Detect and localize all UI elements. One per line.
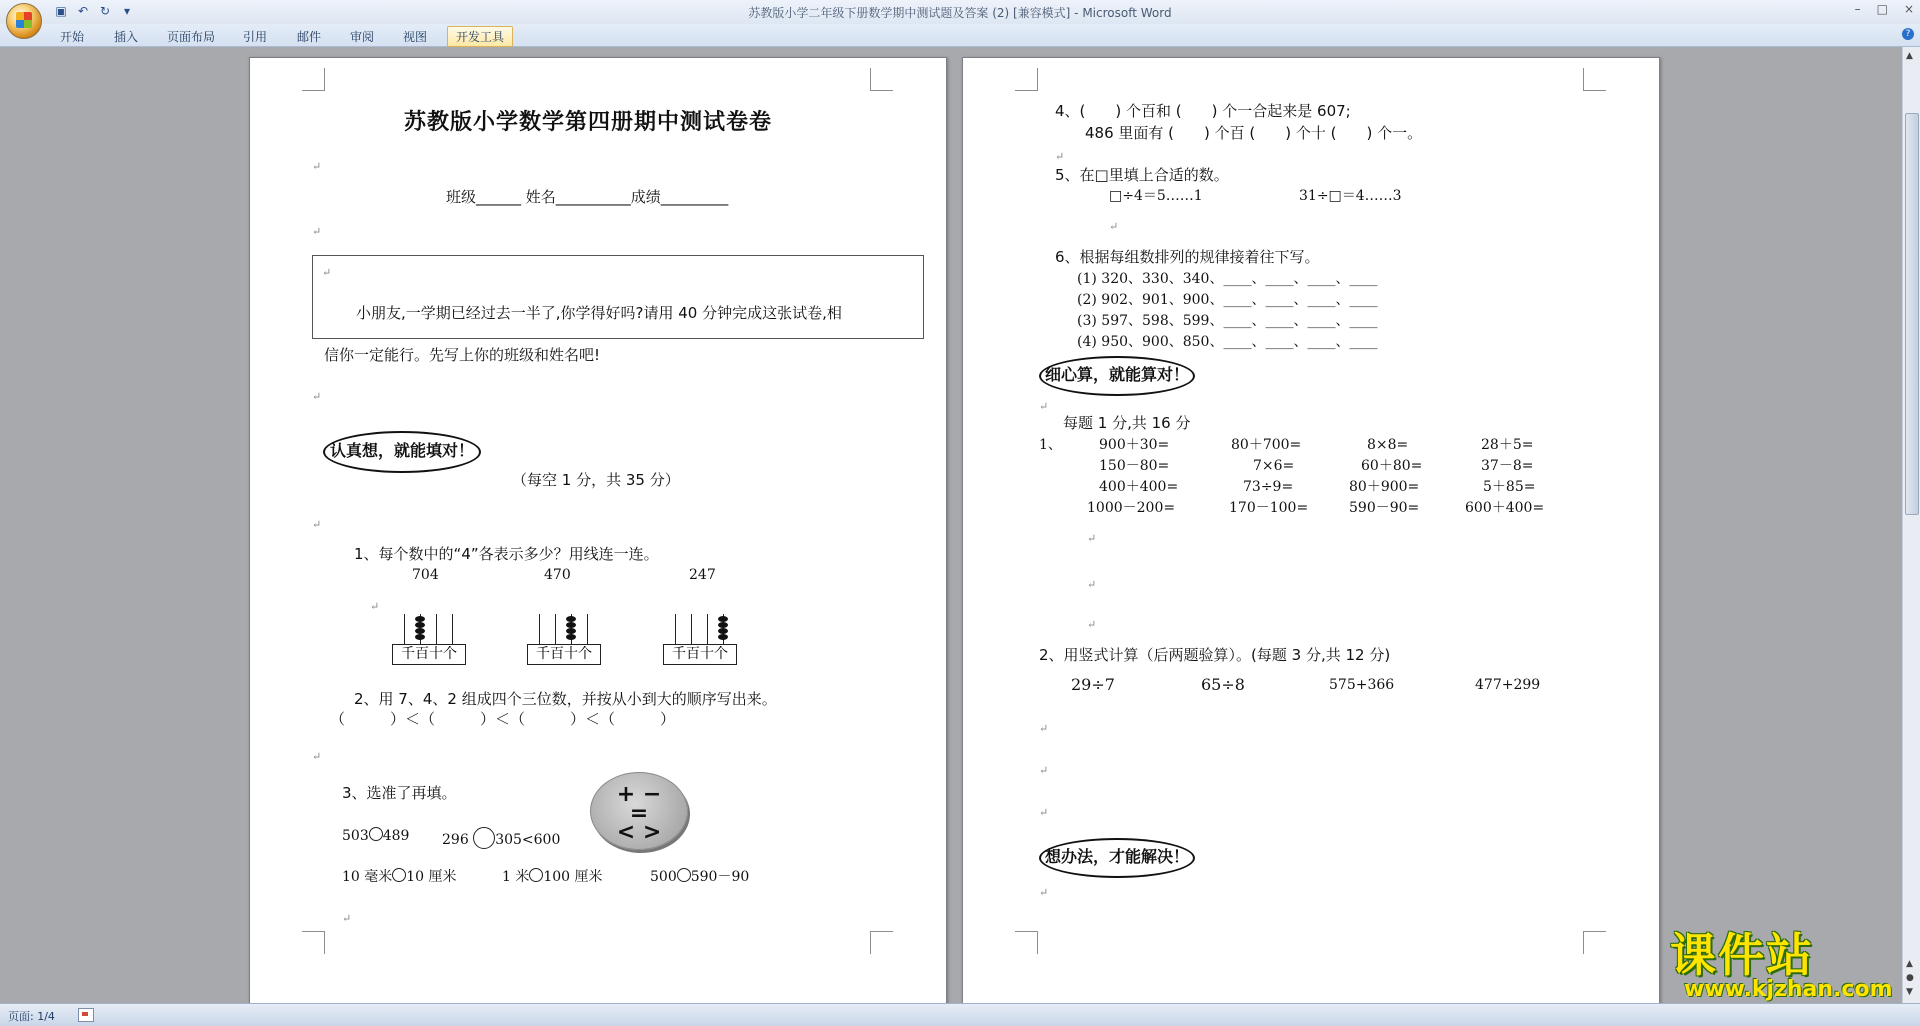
tab-review[interactable]: 审阅: [350, 30, 375, 44]
intro-frame: [312, 255, 924, 339]
intro-line-2: 信你一定能行。先写上你的班级和姓名吧!: [324, 346, 601, 364]
status-bar: [0, 1003, 1920, 1026]
section-score: （每空 1 分，共 35 分）: [512, 471, 680, 489]
scrollbar-thumb[interactable]: [1905, 113, 1919, 515]
calc-item: 400＋400=: [1099, 479, 1179, 495]
paragraph-mark: ↵: [312, 750, 322, 763]
q6-row: (2) 902、901、900、____、____、____、____: [1077, 292, 1378, 308]
paragraph-mark: ↵: [312, 160, 322, 173]
abacus-label: 千百十个: [672, 646, 728, 662]
intro-line-1: 小朋友,一学期已经过去一半了,你学得好吗?请用 40 分钟完成这张试卷,相: [356, 304, 842, 322]
paragraph-mark: ↵: [1039, 806, 1049, 819]
vertical-calc-item: 29÷7: [1071, 675, 1115, 694]
minimize-icon[interactable]: –: [1854, 2, 1861, 16]
calc-item: 28＋5=: [1481, 437, 1534, 453]
scroll-up-icon[interactable]: ▲: [1906, 51, 1913, 61]
calc-item: 80＋700=: [1231, 437, 1302, 453]
vertical-calc-item: 575+366: [1329, 677, 1395, 693]
site-watermark: [1664, 930, 1904, 1000]
compare-item: 1 米 100 厘米: [502, 869, 603, 885]
office-logo-icon: [16, 12, 32, 28]
calc-item: 590－90=: [1349, 500, 1420, 516]
undo-icon[interactable]: ↶: [77, 4, 89, 18]
calc-item: 8×8=: [1367, 437, 1409, 453]
q1-number: 704: [412, 567, 439, 583]
crop-mark: [1015, 931, 1038, 954]
answer-circle[interactable]: [677, 868, 691, 882]
office-button[interactable]: [6, 3, 42, 39]
customize-icon[interactable]: ▾: [123, 4, 131, 18]
paragraph-mark: ↵: [1039, 886, 1049, 899]
operator-bubble: [590, 772, 688, 850]
q5-expression: □÷4＝5……1: [1109, 188, 1203, 204]
section-badge-calc: 细心算，就能算对！: [1039, 356, 1195, 396]
section-score: 每题 1 分,共 16 分: [1063, 414, 1191, 432]
next-page-icon[interactable]: ▼: [1906, 987, 1913, 997]
section-badge-solve: 想办法，才能解决！: [1039, 838, 1195, 878]
q6-row: (1) 320、330、340、____、____、____、____: [1077, 271, 1378, 287]
previous-page-icon[interactable]: ▲: [1906, 959, 1913, 969]
abacus: [392, 614, 466, 664]
abacus-label: 千百十个: [401, 646, 457, 662]
q2-blanks: （ ）＜（ ）＜（ ）＜（ ）: [330, 710, 676, 728]
calc-item: 900＋30=: [1099, 437, 1170, 453]
close-icon[interactable]: ×: [1903, 2, 1914, 16]
vertical-calc-item: 477+299: [1475, 677, 1541, 693]
q6-row: (4) 950、900、850、____、____、____、____: [1077, 334, 1378, 350]
vertical-scrollbar[interactable]: [1902, 47, 1920, 1003]
tab-home[interactable]: 开始: [60, 30, 85, 44]
window-controls: [1855, 2, 1914, 16]
compare-item: 500 590－90: [650, 869, 750, 885]
watermark-url: www.kjzhan.com: [1684, 977, 1893, 1002]
calc-item: 600＋400=: [1465, 500, 1545, 516]
abacus-label: 千百十个: [536, 646, 592, 662]
calc-item: 7×6=: [1253, 458, 1295, 474]
browse-object-icon[interactable]: ●: [1906, 973, 1914, 983]
paragraph-mark: ↵: [312, 390, 322, 403]
calc-item: 150－80=: [1099, 458, 1170, 474]
paragraph-mark: ↵: [1087, 618, 1097, 631]
q1-number: 247: [689, 567, 716, 583]
crop-mark: [870, 931, 893, 954]
q5-expression: 31÷□＝4……3: [1299, 188, 1402, 204]
q1-number: 470: [544, 567, 571, 583]
tab-insert[interactable]: 插入: [114, 30, 139, 44]
abacus: [663, 614, 737, 664]
document-area[interactable]: [0, 47, 1903, 1003]
paragraph-mark: ↵: [322, 266, 332, 279]
calc-item: 170－100=: [1229, 500, 1309, 516]
abacus: [527, 614, 601, 664]
crop-mark: [302, 68, 325, 91]
calc-item: 1000－200=: [1087, 500, 1176, 516]
question-4-line-2: 486 里面有 ( ) 个百 ( ) 个十 ( ) 个一。: [1085, 124, 1423, 142]
answer-circle[interactable]: [529, 868, 543, 882]
paragraph-mark: ↵: [1039, 400, 1049, 413]
paragraph-mark: ↵: [370, 600, 380, 613]
page-count-status[interactable]: 页面: 1/4: [8, 1010, 55, 1023]
answer-circle[interactable]: [369, 827, 383, 841]
question-1: 1、每个数中的“4”各表示多少？用线连一连。: [354, 545, 659, 563]
compare-item: 503 489: [342, 828, 410, 844]
tab-page-layout[interactable]: 页面布局: [167, 30, 216, 44]
paragraph-mark: ↵: [1039, 722, 1049, 735]
bubble-plus-minus: + −: [616, 782, 662, 807]
calc-item: 5＋85=: [1483, 479, 1536, 495]
question-5: 5、在□里填上合适的数。: [1055, 166, 1229, 184]
bubble-equals: =: [629, 801, 649, 826]
question-4-line-1: 4、( ) 个百和 ( ) 个一合起来是 607;: [1055, 102, 1351, 120]
question-vertical-calc: 2、用竖式计算（后两题验算）。(每题 3 分,共 12 分): [1039, 646, 1391, 664]
paragraph-mark: ↵: [312, 518, 322, 531]
question-2: 2、用 7、4、2 组成四个三位数，并按从小到大的顺序写出来。: [354, 690, 777, 708]
ribbon-tabs: [0, 24, 1920, 47]
watermark-logo-text: 课件站: [1670, 928, 1814, 982]
q6-row: (3) 597、598、599、____、____、____、____: [1077, 313, 1378, 329]
document-page-2[interactable]: [962, 57, 1660, 1003]
tab-references[interactable]: 引用: [243, 30, 268, 44]
title-bar: [0, 0, 1920, 25]
bubble-less-greater: < >: [616, 820, 662, 845]
calc-item: 80＋900=: [1349, 479, 1420, 495]
paragraph-mark: ↵: [312, 225, 322, 238]
compare-item: 296 305<600: [442, 827, 560, 849]
document-title: 苏教版小学数学第四册期中测试卷卷: [404, 109, 773, 135]
paragraph-mark: ↵: [1055, 150, 1065, 163]
tab-developer[interactable]: 开发工具: [447, 26, 513, 47]
window-title: 苏教版小学二年级下册数学期中测试题及答案 (2) [兼容模式] - Microsoft Word: [748, 6, 1172, 20]
crop-mark: [1583, 68, 1606, 91]
crop-mark: [870, 68, 893, 91]
redo-icon[interactable]: ↻: [99, 4, 111, 18]
compare-item: 10 毫米 10 厘米: [342, 869, 457, 885]
calc-item: 73÷9=: [1243, 479, 1294, 495]
crop-mark: [1015, 68, 1038, 91]
question-3: 3、选准了再填。: [342, 784, 457, 802]
save-icon[interactable]: ▣: [55, 4, 67, 18]
answer-circle[interactable]: [392, 868, 406, 882]
maximize-icon[interactable]: □: [1876, 2, 1888, 16]
document-page-1[interactable]: [249, 57, 947, 1003]
paragraph-mark: ↵: [1087, 578, 1097, 591]
crop-mark: [302, 931, 325, 954]
calc-number: 1、: [1039, 437, 1062, 453]
calc-item: 60＋80=: [1361, 458, 1423, 474]
proofing-icon[interactable]: [78, 1008, 94, 1022]
question-6: 6、根据每组数排列的规律接着往下写。: [1055, 248, 1320, 266]
tab-mailings[interactable]: 邮件: [297, 30, 322, 44]
section-badge-fill: 认真想，就能填对！: [323, 431, 481, 473]
paragraph-mark: ↵: [342, 912, 352, 925]
answer-circle[interactable]: [473, 827, 495, 849]
vertical-calc-item: 65÷8: [1201, 675, 1245, 694]
paragraph-mark: ↵: [1039, 764, 1049, 777]
calc-item: 37－8=: [1481, 458, 1534, 474]
crop-mark: [1583, 931, 1606, 954]
help-icon[interactable]: ?: [1902, 28, 1914, 40]
tab-view[interactable]: 视图: [403, 30, 428, 44]
paragraph-mark: ↵: [1087, 532, 1097, 545]
paragraph-mark: ↵: [1109, 220, 1119, 233]
student-info-line: 班级______ 姓名__________成绩_________: [446, 188, 729, 206]
